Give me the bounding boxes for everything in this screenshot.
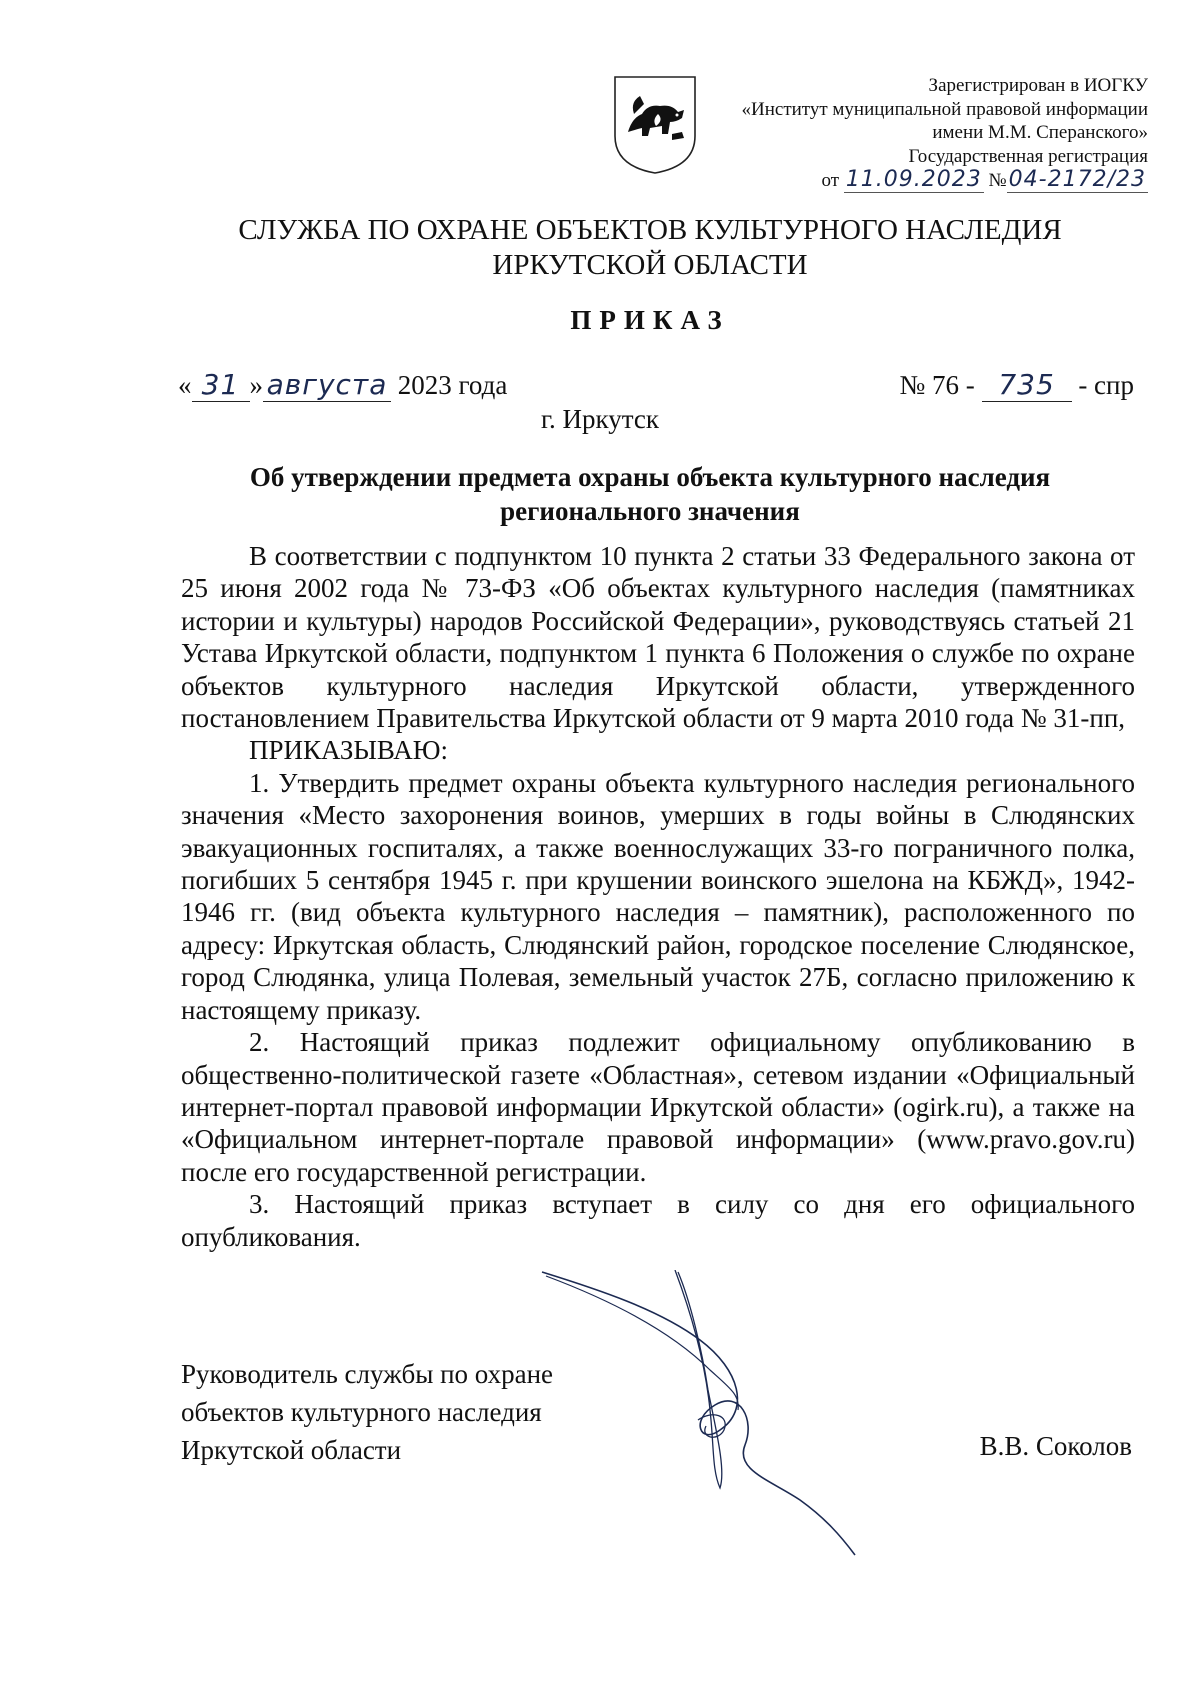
order-item-3: 3. Настоящий приказ вступает в силу со дня его официального опубликования. [181, 1189, 1135, 1252]
handwritten-signature [540, 1270, 940, 1560]
registration-line-3: имени М.М. Сперанского» [932, 122, 1148, 143]
order-item-1: 1. Утвердить предмет охраны объекта культурного наследия регионального значения «Место захоронения воинов, умерших в годы войны в Слюдянских эвакуационных госпиталях, а также военнослужащих 33-го пограничного полка, погибших 5 сентября 1945 г. при крушении воинского эшелона на КБЖД», 1942-1946 гг. (вид объекта культурного наследия – памятник), расположенного по адресу: Иркутская область, Слюдянский район, городское поселение Слюдянское, город Слюдянка, улица Полевая, земельный участок 27Б, согласно приложению к настоящему приказу. [181, 767, 1135, 1025]
organization-name-line-2: ИРКУТСКОЙ ОБЛАСТИ [492, 249, 808, 281]
registration-line-1: Зарегистрирован в ИОГКУ [928, 75, 1148, 96]
order-body [181, 540, 1135, 1253]
order-number-field [982, 368, 1072, 402]
order-day-handwritten: 31 [201, 368, 240, 401]
document-type: ПРИКАЗ [570, 305, 730, 335]
order-month [263, 368, 391, 402]
order-day [192, 368, 250, 402]
organization-name [140, 213, 1160, 283]
order-city: г. Иркутск [541, 404, 659, 434]
order-number [900, 368, 1134, 402]
order-number-handwritten: 735 [998, 368, 1055, 401]
signatory-position-line-3: Иркутской области [181, 1435, 402, 1465]
order-subject [200, 460, 1100, 528]
signatory-position-line-2: объектов культурного наследия [181, 1397, 542, 1427]
order-number-suffix: - спр [1078, 370, 1134, 400]
registration-stamp [688, 74, 1148, 193]
signatory-position [181, 1355, 553, 1469]
command-word: ПРИКАЗЫВАЮ: [249, 735, 448, 766]
coat-of-arms-icon [612, 74, 698, 176]
order-number-prefix: № 76 - [899, 370, 975, 400]
order-month-handwritten: августа [266, 368, 388, 401]
order-subject-line-1: Об утверждении предмета охраны объекта культурного наследия [249, 462, 1051, 492]
registration-line-2: «Институт муниципальной правовой информации [741, 98, 1148, 120]
order-subject-line-2: регионального значения [500, 496, 800, 526]
quote-open: « [178, 370, 192, 400]
registration-number-label: № [988, 170, 1007, 191]
registration-from-label: от [821, 170, 840, 191]
preamble-paragraph: В соответствии с подпунктом 10 пункта 2 статьи 33 Федерального закона от 25 июня 2002 года № 73-ФЗ «Об объектах культурного наследия (памятниках истории и культуры) народов Российской Федерации», руководствуясь статьей 21 Устава Иркутской области, подпунктом 1 пункта 6 Положения о службе по охране объектов культурного наследия Иркутской области, утвержденного постановлением Правительства Иркутской области от 9 марта 2010 года № 31-пп, [181, 541, 1135, 734]
registration-date: 11.09.2023 [845, 167, 982, 192]
order-year: 2023 года [397, 370, 508, 400]
registration-number: 04-2172/23 [1008, 167, 1146, 192]
registration-number-line [688, 168, 1148, 193]
quote-close: » [249, 370, 263, 400]
signatory-position-line-1: Руководитель службы по охране [181, 1359, 554, 1389]
order-item-2: 2. Настоящий приказ подлежит официальному опубликованию в общественно-политической газете «Областная», сетевом издании «Официальный интернет-портал правовой информации Иркутской области» (ogirk.ru), а также на «Официальном интернет-портале правовой информации» (www.pravo.gov.ru) после его государственной регистрации. [181, 1027, 1135, 1187]
registration-line-4: Государственная регистрация [908, 145, 1148, 167]
organization-name-line-1: СЛУЖБА ПО ОХРАНЕ ОБЪЕКТОВ КУЛЬТУРНОГО НАСЛЕДИЯ [238, 214, 1062, 246]
signatory-name: В.В. Соколов [979, 1431, 1132, 1461]
order-date [178, 368, 507, 402]
